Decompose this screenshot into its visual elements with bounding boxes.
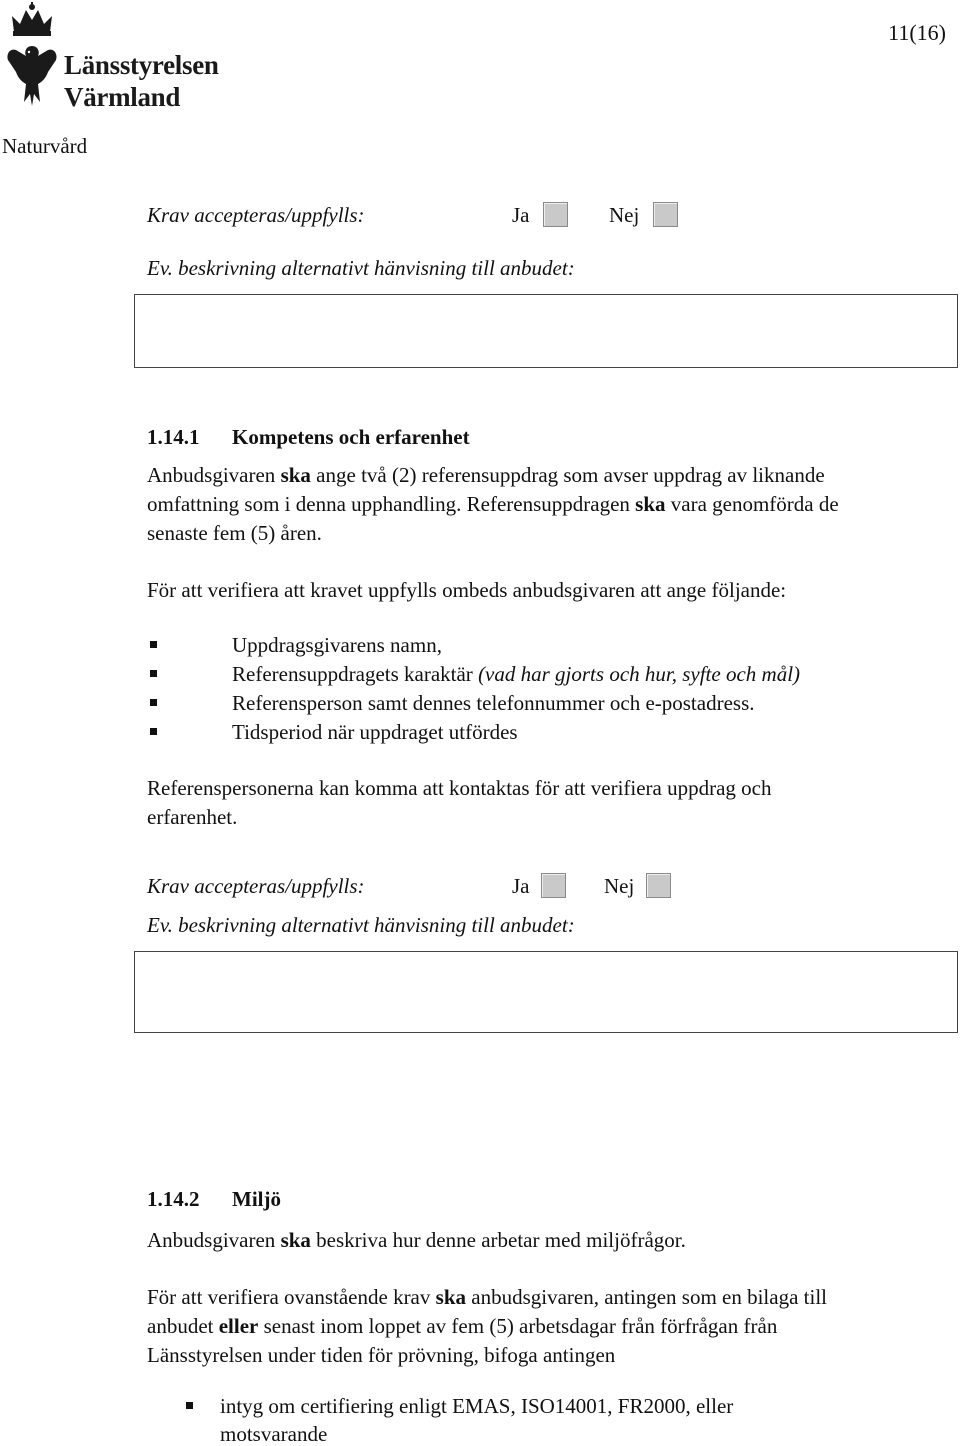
bullet-icon <box>150 699 157 706</box>
yes-option-2 <box>512 874 566 901</box>
paragraph-line: omfattning som i denna upphandling. Referensuppdragen ska vara genomförda de <box>147 492 839 516</box>
list-item: Tidsperiod när uppdraget utfördes <box>232 720 518 744</box>
yes-option-1 <box>512 203 568 230</box>
list-item: Referensuppdragets karaktär (vad har gjorts och hur, syfte och mål) <box>232 662 801 686</box>
paragraph-line: senaste fem (5) åren. <box>147 521 322 545</box>
bullet-icon <box>150 670 157 677</box>
paragraph-line: anbudet eller senast inom loppet av fem (5) arbetsdagar från förfrågan från <box>147 1314 778 1338</box>
crown-eagle-emblem-icon <box>4 2 60 114</box>
description-field-2[interactable] <box>134 951 958 1033</box>
no-option-2 <box>604 874 671 901</box>
org-name-line1: Länsstyrelsen <box>64 50 219 80</box>
no-option-1 <box>609 203 678 230</box>
lansstyrelsen-logo <box>4 2 224 114</box>
department-label: Naturvård <box>2 134 88 158</box>
yes-label-1: Ja <box>512 203 530 227</box>
no-label-1: Nej <box>609 203 640 227</box>
list-item-continuation: motsvarande <box>220 1422 328 1446</box>
paragraph-line: För att verifiera ovanstående krav ska anbudsgivaren, antingen som en bilaga till <box>147 1285 827 1309</box>
paragraph-line: Anbudsgivaren ska beskriva hur denne arbetar med miljöfrågor. <box>147 1228 686 1252</box>
page-number: 11(16) <box>888 20 946 45</box>
section-title-1-14-1: Kompetens och erfarenhet <box>232 425 470 449</box>
section-title-1-14-2: Miljö <box>232 1187 281 1211</box>
bullet-icon <box>150 641 157 648</box>
section-number-1-14-2: 1.14.2 <box>147 1187 200 1211</box>
bullet-icon <box>150 728 157 735</box>
section-number-1-14-1: 1.14.1 <box>147 425 200 449</box>
acceptance-label-1: Krav accepteras/uppfylls: <box>147 203 365 227</box>
description-label-2: Ev. beskrivning alternativt hänvisning till anbudet: <box>147 913 575 937</box>
paragraph-verify: För att verifiera att kravet uppfylls ombeds anbudsgivaren att ange följande: <box>147 578 787 602</box>
paragraph-line: Länsstyrelsen under tiden för prövning, bifoga antingen <box>147 1343 616 1367</box>
description-label-1: Ev. beskrivning alternativt hänvisning till anbudet: <box>147 256 575 280</box>
yes-label-2: Ja <box>512 874 530 898</box>
list-item: Referensperson samt dennes telefonnummer och e-postadress. <box>232 691 755 715</box>
description-field-1[interactable] <box>134 294 958 368</box>
paragraph-line: erfarenhet. <box>147 805 238 829</box>
no-checkbox-1[interactable] <box>653 202 678 227</box>
paragraph-line: Anbudsgivaren ska ange två (2) referensuppdrag som avser uppdrag av liknande <box>147 463 825 487</box>
no-checkbox-2[interactable] <box>646 873 671 898</box>
no-label-2: Nej <box>604 874 635 898</box>
list-item: intyg om certifiering enligt EMAS, ISO14001, FR2000, eller <box>220 1394 734 1418</box>
bullet-icon <box>186 1402 193 1409</box>
yes-checkbox-2[interactable] <box>541 873 566 898</box>
org-name-line2: Värmland <box>64 82 181 112</box>
acceptance-label-2: Krav accepteras/uppfylls: <box>147 874 365 898</box>
list-item: Uppdragsgivarens namn, <box>232 633 442 657</box>
yes-checkbox-1[interactable] <box>543 202 568 227</box>
paragraph-line: Referenspersonerna kan komma att kontaktas för att verifiera uppdrag och <box>147 776 772 800</box>
